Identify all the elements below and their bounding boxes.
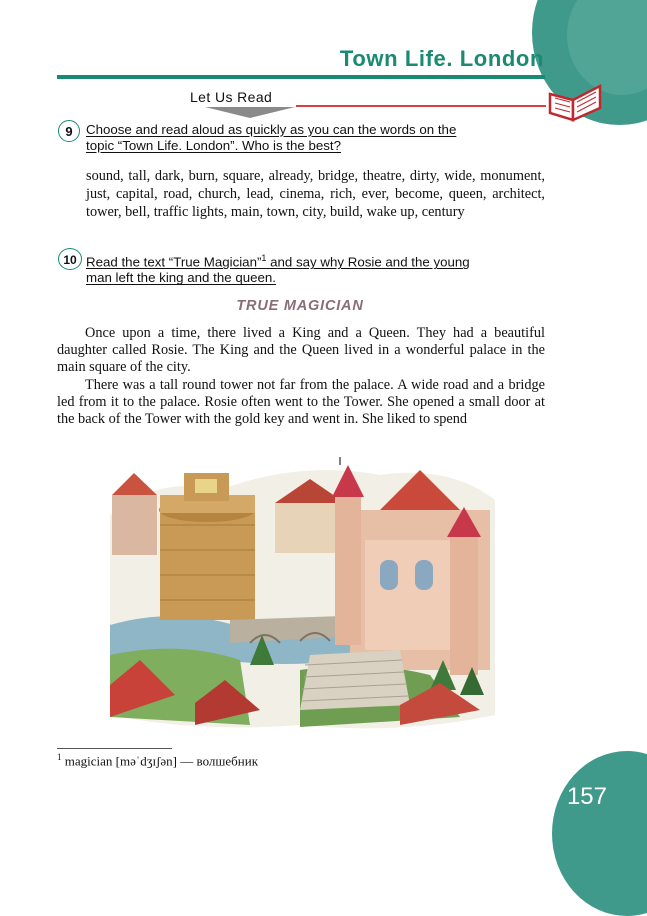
section-pointer-icon [205, 107, 295, 118]
story-paragraph: Once upon a time, there lived a King and a Queen. They had a beautiful daughter called Rosie. The King and the Queen lived in a wonderful palace in the main square of the city. [57, 325, 545, 376]
task-instruction-line: Choose and read aloud as quickly as you can the words on the [86, 122, 457, 137]
task-instruction [86, 250, 556, 286]
task-instruction-line: man left the king and the queen. [86, 270, 276, 286]
footnote-translation: — волшебник [180, 753, 259, 769]
section-rule [296, 105, 546, 107]
footnote [57, 752, 258, 769]
open-book-icon [546, 80, 604, 122]
footnote-mark: 1 [57, 752, 62, 762]
task-instruction [86, 122, 556, 154]
page-title: Town Life. London [339, 46, 544, 71]
task-number-badge: 10 [58, 248, 82, 270]
title-rule [57, 75, 545, 79]
word-list: sound, tall, dark, burn, square, already, bridge, theatre, dirty, wide, monument, just, capital, road, church, lead, cinema, rich, ever, become, queen, architect, tower, bell, traffic lights, main, town, city, build, wake up, century [86, 168, 545, 221]
task-text-part: Read the text “True Magician” [86, 254, 262, 270]
castle-illustration [100, 455, 500, 733]
task-instruction-line [86, 250, 556, 270]
corner-decoration-bottom [552, 751, 647, 916]
story-text [57, 325, 545, 428]
task-text-part: and say why Rosie and the young [266, 254, 470, 270]
footnote-transcription: [məˈdʒɪʃən] [115, 753, 178, 769]
task-instruction-line: topic “Town Life. London”. Who is the best? [86, 138, 341, 153]
section-heading: Let Us Read [190, 89, 273, 105]
footnote-rule [57, 748, 172, 749]
page-number: 157 [566, 783, 607, 810]
story-title: TRUE MAGICIAN [236, 298, 364, 314]
story-paragraph: There was a tall round tower not far from the palace. A wide road and a bridge led from it to the palace. Rosie often went to the Tower. She opened a small door at the back of the Tower with the gold key and went in. She liked to spend [57, 376, 545, 428]
task-number-badge: 9 [58, 120, 80, 142]
footnote-ref: 1 [261, 253, 267, 263]
footnote-word: magician [64, 753, 113, 769]
